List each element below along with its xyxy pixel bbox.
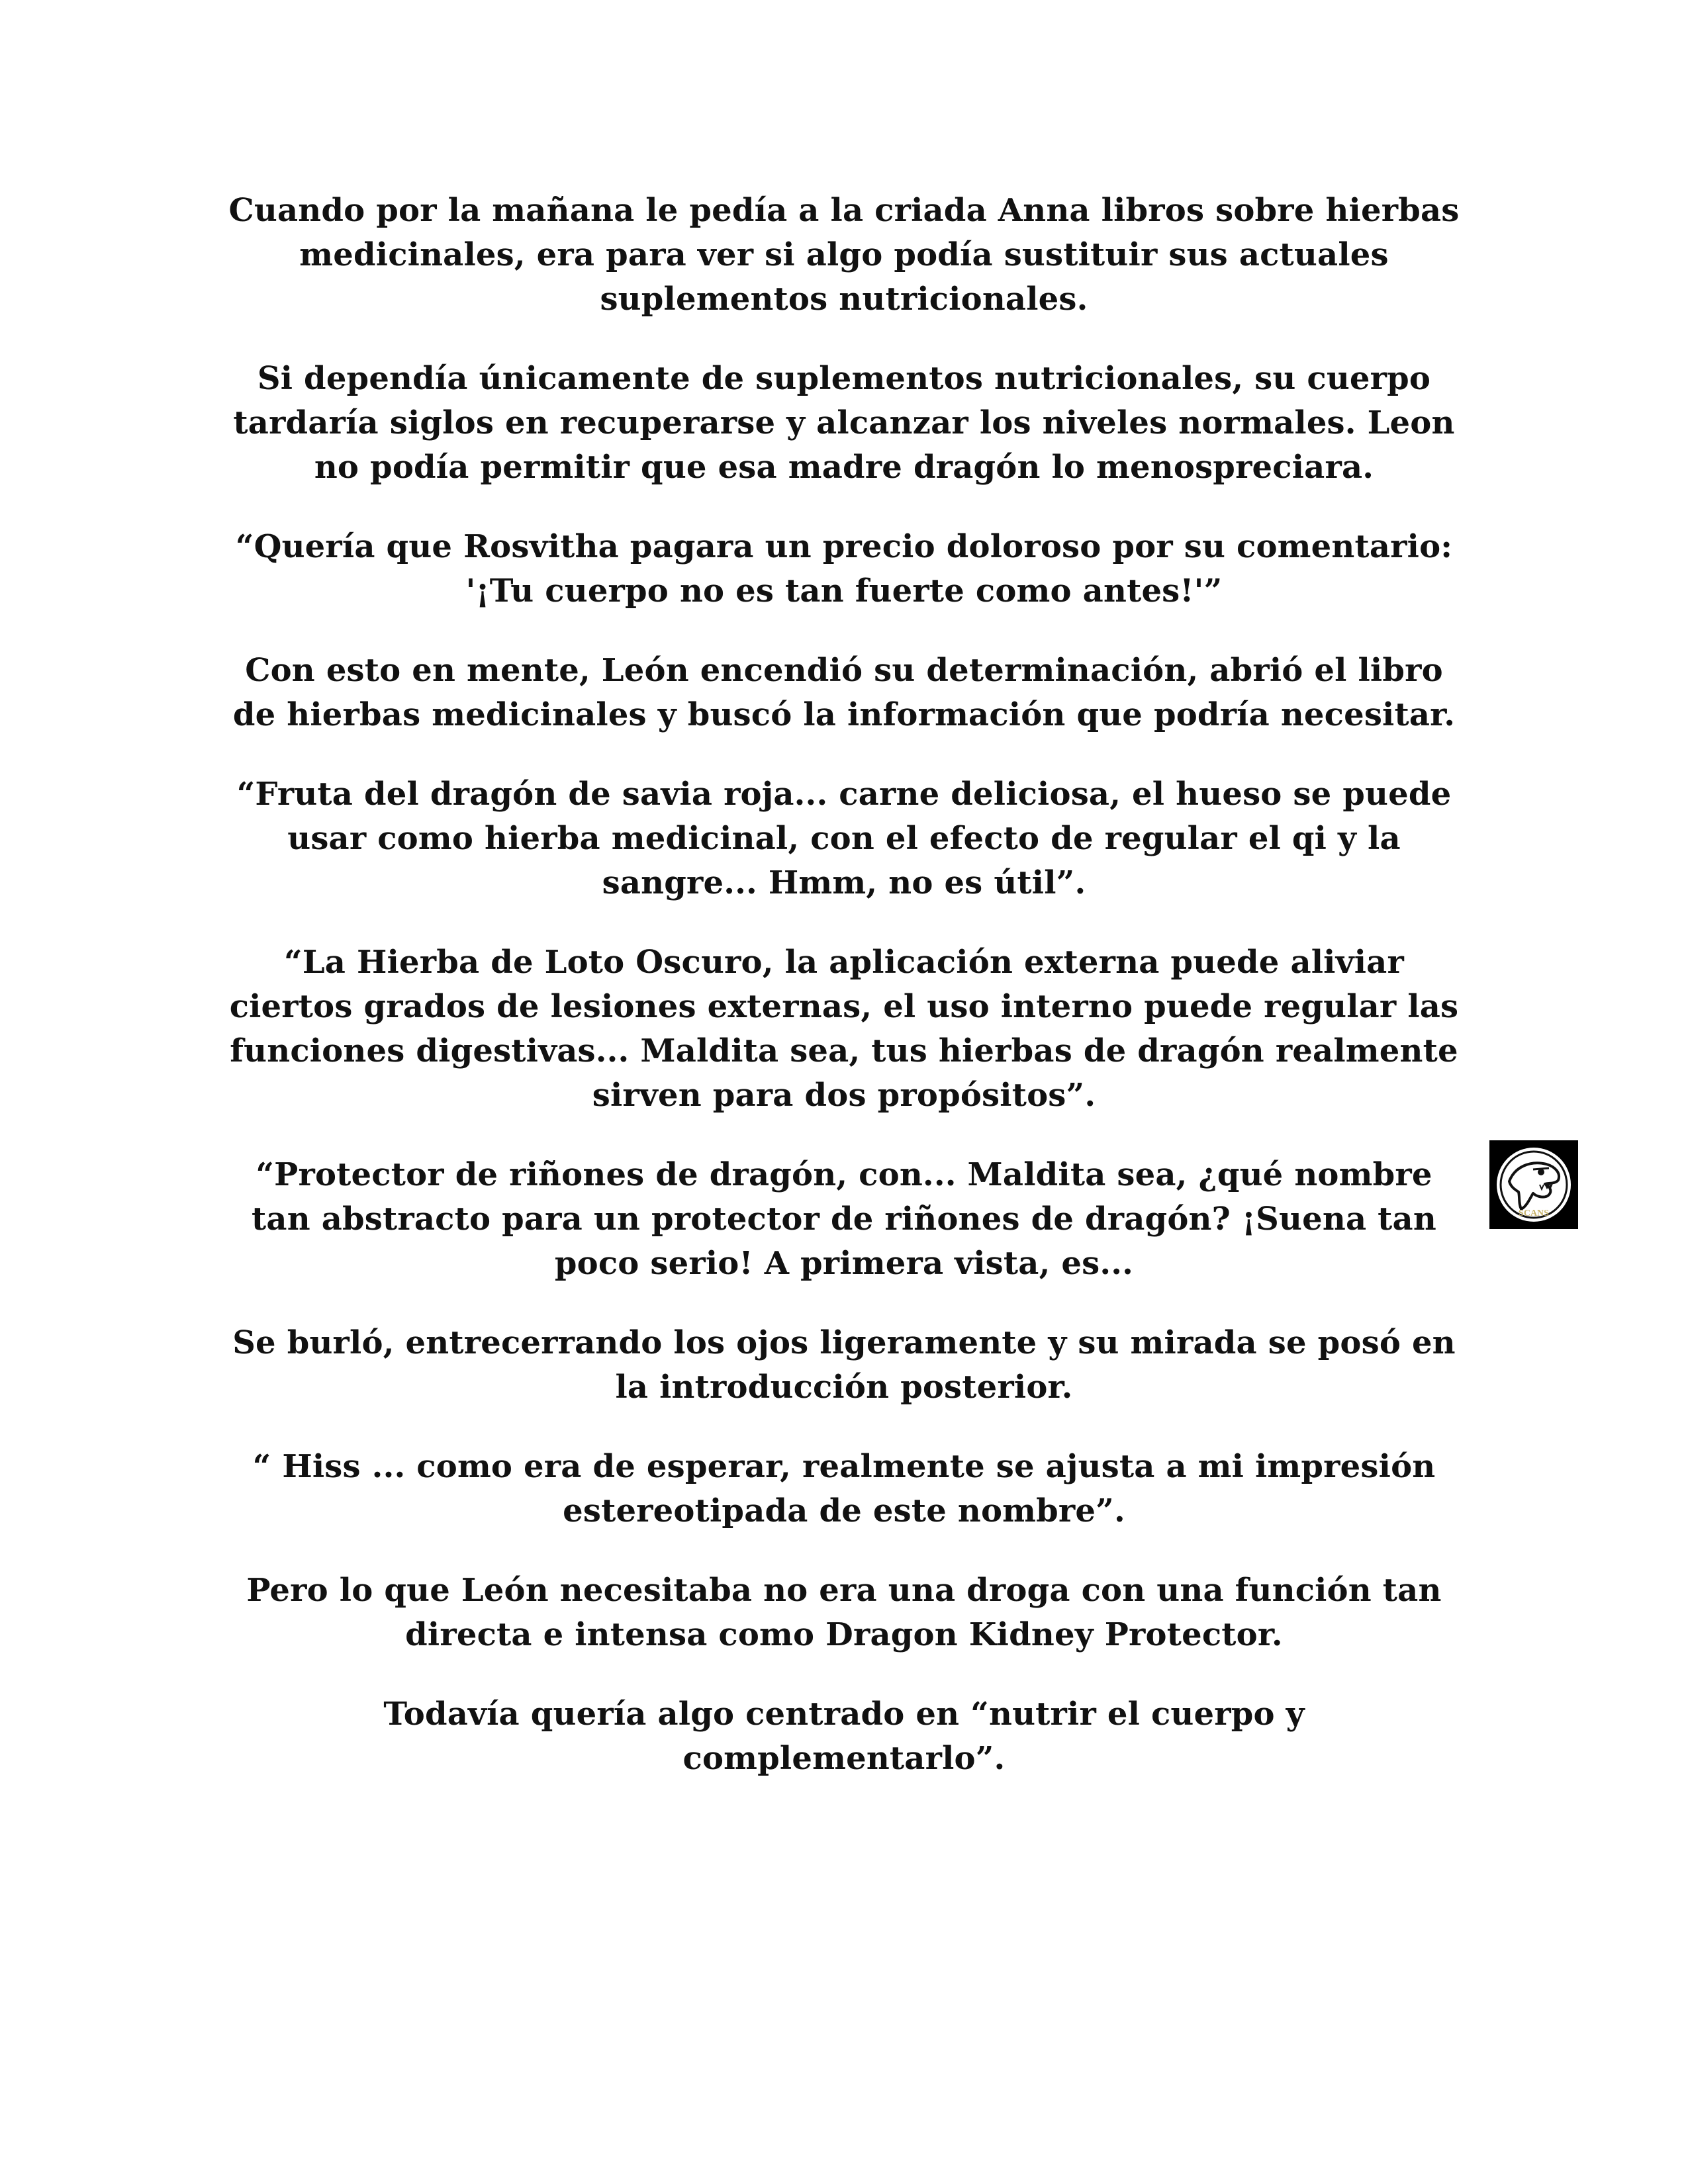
paragraph-3: “Quería que Rosvitha pagara un precio doloroso por su comentario: '¡Tu cuerpo no es tan fuerte como antes!'” [235,528,1453,610]
paragraph-2: Si dependía únicamente de suplementos nutricionales, su cuerpo tardaría siglos en recuperarse y alcanzar los niveles normales. Leon no podía permitir que esa madre dragón lo menospreciara. [233,360,1455,486]
paragraph-8: Se burló, entrecerrando los ojos ligeramente y su mirada se posó en la introducción posterior. [232,1324,1456,1406]
paragraph-1: Cuando por la mañana le pedía a la criada Anna libros sobre hierbas medicinales, era para ver si algo podía sustituir sus actuales suplementos nutricionales. [228,192,1460,318]
paragraph-11: Todavía quería algo centrado en “nutrir el cuerpo y complementarlo”. [383,1696,1305,1777]
paragraph-4: Con esto en mente, León encendió su determinación, abrió el libro de hierbas medicinales y buscó la información que podría necesitar. [232,652,1456,733]
story-text [225,189,1463,1816]
paragraph-5: “Fruta del dragón de savia roja... carne deliciosa, el hueso se puede usar como hierba medicinal, con el efecto de regular el qi y la sangre... Hmm, no es útil”. [236,776,1452,901]
dinosaur-head-icon [1489,1140,1578,1229]
paragraph-9: “ Hiss ... como era de esperar, realmente se ajusta a mi impresión estereotipada de este nombre”. [252,1448,1436,1529]
paragraph-10: Pero lo que León necesitaba no era una droga con una función tan directa e intensa como Dragon Kidney Protector. [246,1572,1442,1653]
scans-logo [1489,1140,1578,1229]
logo-text: SCANS [1519,1208,1549,1218]
paragraph-7: “Protector de riñones de dragón, con... Maldita sea, ¿qué nombre tan abstracto para un protector de riñones de dragón? ¡Suena tan poco serio! A primera vista, es... [252,1156,1436,1282]
paragraph-6: “La Hierba de Loto Oscuro, la aplicación externa puede aliviar ciertos grados de lesiones externas, el uso interno puede regular las funciones digestivas... Maldita sea, tus hierbas de dragón realmente sirven para dos propósitos”. [229,944,1459,1114]
